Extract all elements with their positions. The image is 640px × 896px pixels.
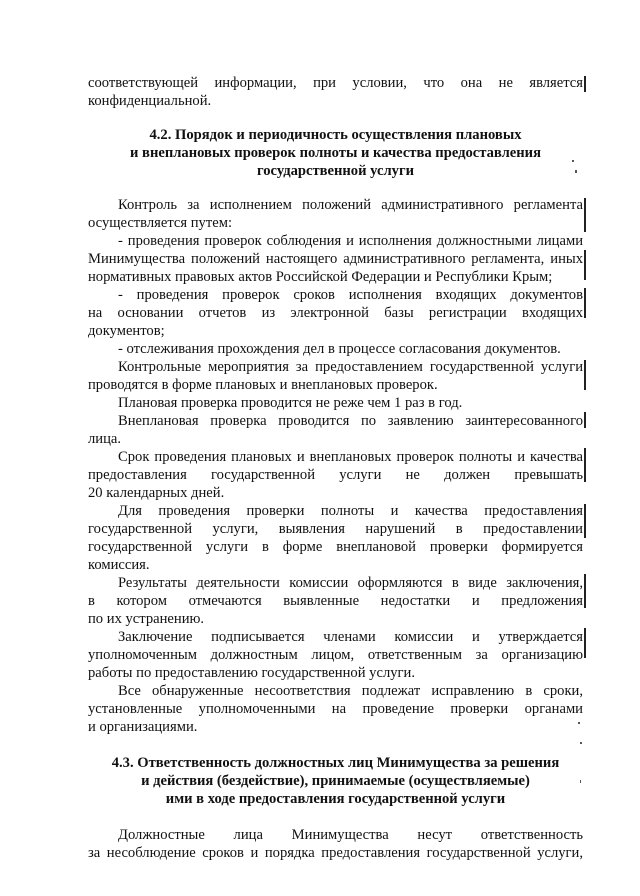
scan-edge-mark — [584, 412, 586, 428]
intro-line-1: соответствующей информации, при условии, что она не является — [88, 75, 583, 91]
scan-edge-mark — [584, 360, 586, 390]
scan-edge-mark — [584, 504, 586, 538]
scan-speck — [575, 170, 577, 173]
scan-edge-mark — [584, 250, 586, 280]
scan-speck — [580, 742, 582, 744]
section-4-2-heading-line-2: и внеплановых проверок полноты и качества предоставления — [130, 145, 541, 161]
paragraph-line: Должностные лица Минимущества несут ответственность — [118, 827, 583, 843]
paragraph-line: - проведения проверок соблюдения и исполнения должностными лицами — [118, 233, 583, 249]
scan-speck — [578, 722, 580, 724]
paragraph-line: предоставления государственной услуги не должен превышать — [88, 467, 583, 483]
paragraph-line: Контрольные мероприятия за предоставлением государственной услуги — [118, 359, 583, 375]
paragraph-line: - проведения проверок сроков исполнения входящих документов — [118, 287, 583, 303]
paragraph-line: осуществляется путем: — [88, 215, 232, 231]
paragraph-line: государственной услуги в форме внеплановой проверки формируется — [88, 539, 583, 555]
scan-edge-mark — [584, 448, 586, 482]
section-4-3-heading-line-3: ими в ходе предоставления государственной услуги — [165, 791, 506, 807]
paragraph-line: уполномоченным должностным лицом, ответственным за организацию — [88, 647, 583, 663]
scan-edge-mark — [584, 76, 586, 92]
paragraph-line: проводятся в форме плановых и внеплановых проверок. — [88, 377, 438, 393]
paragraph-line: документов; — [88, 323, 165, 339]
paragraph-line: государственной услуги, выявления нарушений в предоставлении — [88, 521, 583, 537]
paragraph-line: по их устранению. — [88, 611, 205, 627]
paragraph-line: 20 календарных дней. — [88, 485, 225, 501]
paragraph-line: лица. — [88, 431, 122, 447]
paragraph-line: нормативных правовых актов Российской Федерации и Республики Крым; — [88, 269, 553, 285]
scan-edge-mark — [584, 198, 586, 232]
paragraph-line: Заключение подписывается членами комиссии и утверждается — [118, 629, 583, 645]
paragraph-line: за несоблюдение сроков и порядка предоставления государственной услуги, — [88, 845, 583, 861]
scan-edge-mark — [584, 574, 586, 608]
paragraph-line: Внеплановая проверка проводится по заявлению заинтересованного — [118, 413, 583, 429]
paragraph-line: Для проведения проверки полноты и качества предоставления — [118, 503, 583, 519]
paragraph-line: комиссия. — [88, 557, 150, 573]
paragraph-line: на основании отчетов из электронной базы регистрации входящих — [88, 305, 583, 321]
paragraph-line: Срок проведения плановых и внеплановых проверок полноты и качества — [118, 449, 583, 465]
paragraph-line: в котором отмечаются выявленные недостатки и предложения — [88, 593, 583, 609]
paragraph-line: установленные уполномоченными на проведение проверки органами — [88, 701, 583, 717]
paragraph-line: Контроль за исполнением положений административного регламента — [118, 197, 583, 213]
section-4-3-heading-line-1: 4.3. Ответственность должностных лиц Минимущества за решения — [111, 755, 560, 771]
paragraph-line: и организациями. — [88, 719, 198, 735]
section-4-3-heading-line-2: и действия (бездействие), принимаемые (осуществляемые) — [141, 773, 530, 789]
scan-speck — [580, 780, 581, 783]
scan-edge-mark — [584, 628, 586, 658]
paragraph-line: Результаты деятельности комиссии оформляются в виде заключения, — [118, 575, 583, 591]
intro-line-2: конфиденциальной. — [88, 93, 212, 109]
scan-edge-mark — [584, 288, 586, 318]
paragraph-line: Плановая проверка проводится не реже чем 1 раз в год. — [118, 395, 463, 411]
section-4-2-heading-line-3: государственной услуги — [256, 163, 415, 179]
paragraph-line: работы по предоставлению государственной услуги. — [88, 665, 415, 681]
paragraph-line: Все обнаруженные несоответствия подлежат исправлению в сроки, — [118, 683, 583, 699]
paragraph-line: Минимущества положений настоящего административного регламента, иных — [88, 251, 583, 267]
scan-speck — [572, 160, 574, 162]
paragraph-line: - отслеживания прохождения дел в процессе согласования документов. — [118, 341, 561, 357]
section-4-2-heading-line-1: 4.2. Порядок и периодичность осуществления плановых — [149, 127, 522, 143]
